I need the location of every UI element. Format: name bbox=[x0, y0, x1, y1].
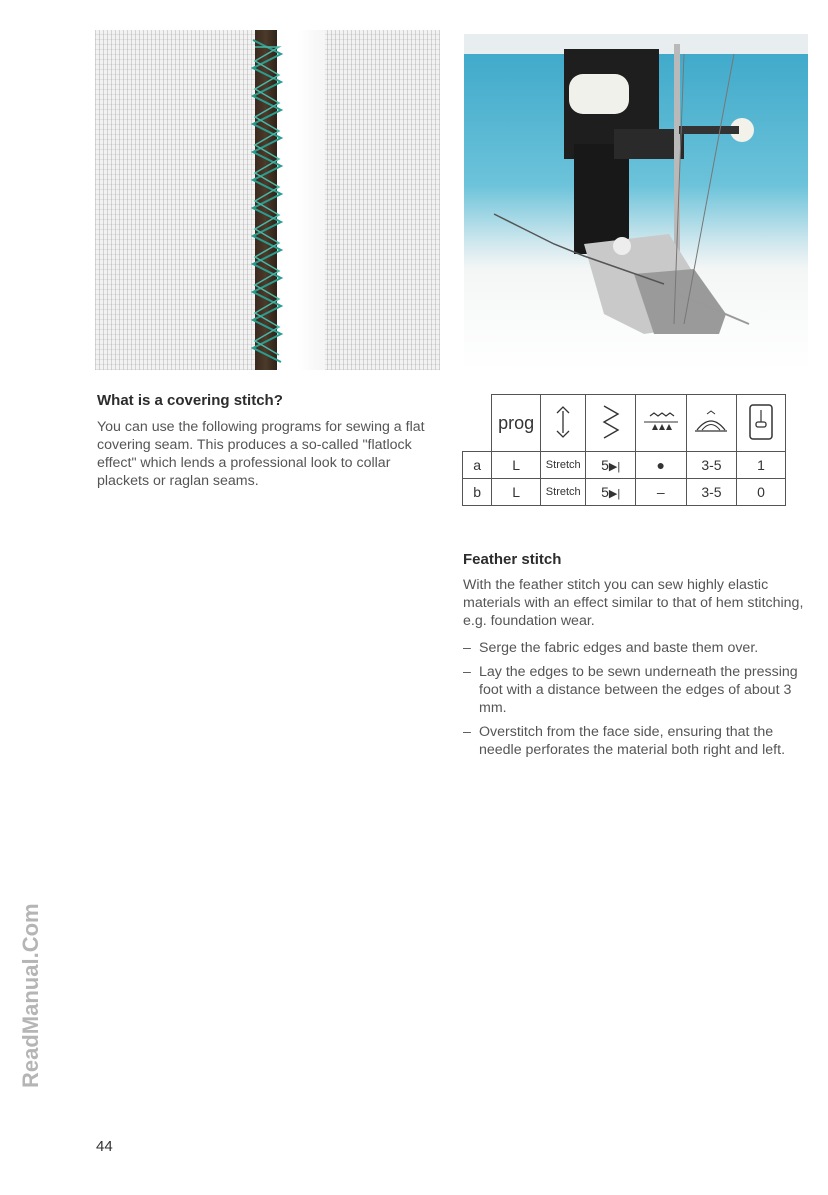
feed-dog-icon bbox=[635, 395, 686, 452]
width-arrow-icon: ▶| bbox=[608, 488, 621, 500]
list-item: – Serge the fabric edges and baste them over. bbox=[463, 639, 808, 657]
row-width: 5▶| bbox=[586, 452, 636, 479]
width-arrow-icon: ▶| bbox=[608, 461, 621, 473]
tension-icon bbox=[686, 395, 737, 452]
green-thread-stitches bbox=[245, 30, 290, 370]
sewing-machine-photo bbox=[464, 34, 808, 370]
feather-heading: Feather stitch bbox=[463, 551, 562, 568]
watermark-text: ReadManual.Com bbox=[18, 903, 43, 1088]
fabric-seam-photo bbox=[95, 30, 440, 370]
row-prog: L bbox=[492, 452, 541, 479]
row-foot: 1 bbox=[737, 452, 785, 479]
row-length: Stretch bbox=[541, 479, 586, 506]
prog-header: prog bbox=[492, 395, 541, 452]
covering-heading: What is a covering stitch? bbox=[97, 392, 283, 409]
row-feed: – bbox=[635, 479, 686, 506]
watermark bbox=[16, 870, 46, 1090]
feather-intro: With the feather stitch you can sew highly elastic materials with an effect similar to that of hem stitching, e.g. foundation wear. bbox=[463, 577, 804, 629]
row-prog: L bbox=[492, 479, 541, 506]
presser-foot-icon bbox=[737, 395, 785, 452]
table-header-row bbox=[463, 395, 828, 452]
covering-text: You can use the following programs for sewing a flat covering seam. This produces a so-called "flatlock effect" which lends a professional look to collar plackets or raglan seams. bbox=[97, 419, 425, 489]
stitch-length-icon bbox=[541, 395, 586, 452]
page-number: 44 bbox=[96, 1138, 113, 1155]
feather-steps bbox=[463, 639, 808, 765]
list-item: – Lay the edges to be sewn underneath the pressing foot with a distance between the edges of about 3 mm. bbox=[463, 663, 808, 717]
row-feed: ● bbox=[635, 452, 686, 479]
row-width: 5▶| bbox=[586, 479, 636, 506]
row-tension: 3-5 bbox=[686, 452, 737, 479]
row-tension: 3-5 bbox=[686, 479, 737, 506]
list-item: – Overstitch from the face side, ensuring that the needle perforates the material both right and left. bbox=[463, 723, 808, 759]
row-length: Stretch bbox=[541, 452, 586, 479]
zigzag-width-icon bbox=[586, 395, 636, 452]
row-foot: 0 bbox=[737, 479, 785, 506]
program-table bbox=[462, 394, 828, 506]
table-row bbox=[463, 452, 828, 479]
row-label: a bbox=[463, 452, 492, 479]
row-label: b bbox=[463, 479, 492, 506]
table-row bbox=[463, 479, 828, 506]
